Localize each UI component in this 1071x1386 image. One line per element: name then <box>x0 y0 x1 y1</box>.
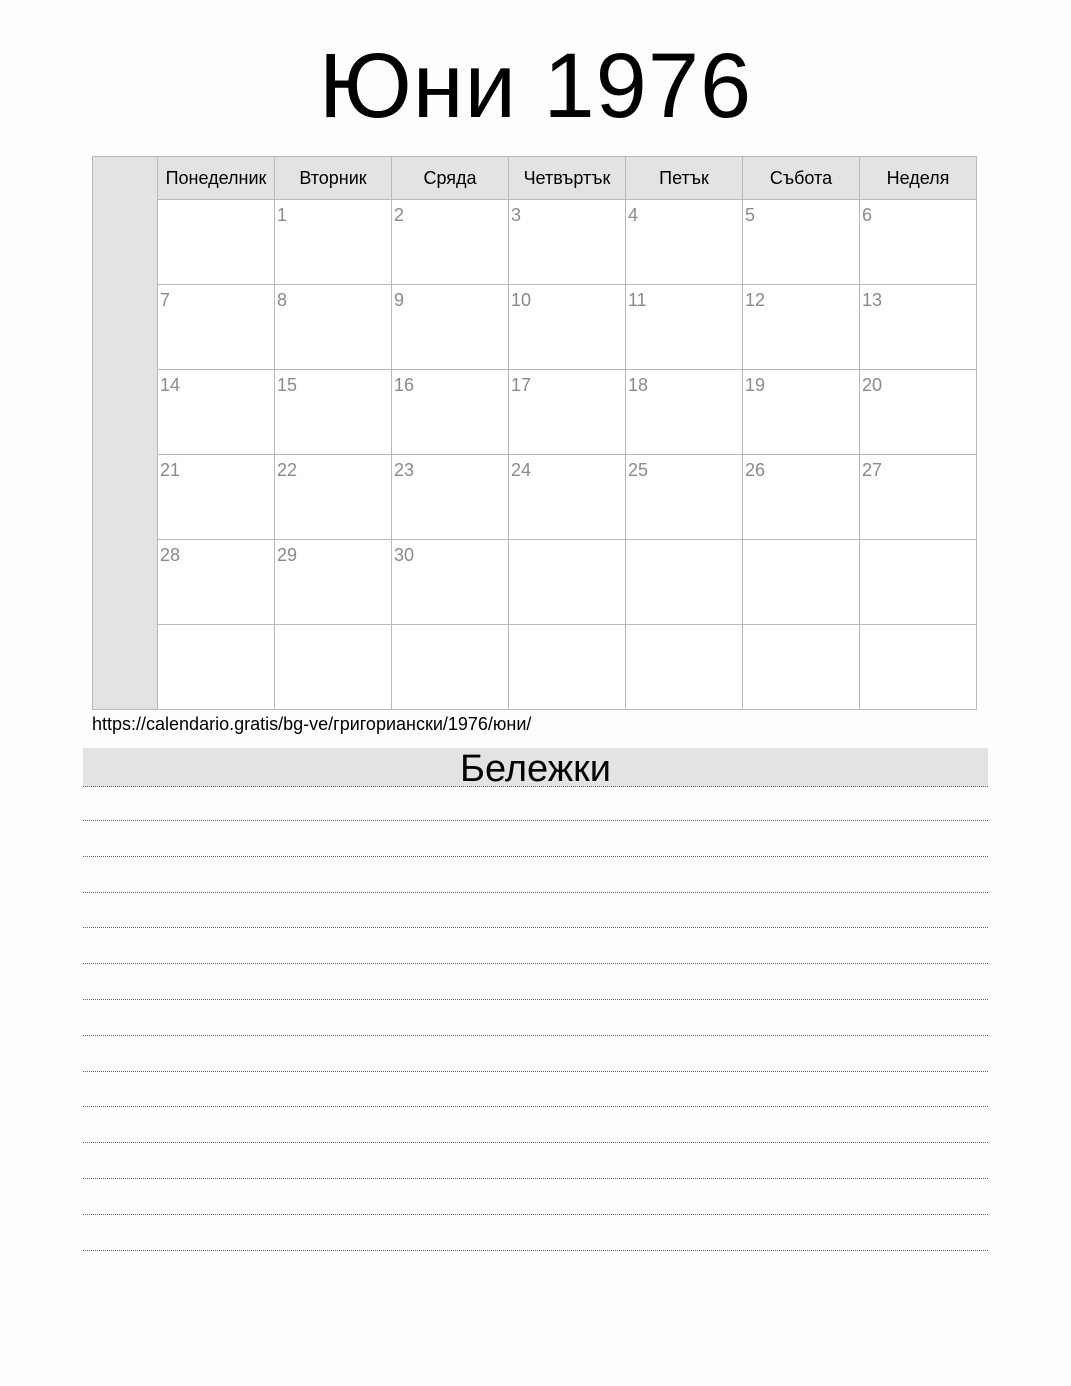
day-cell: 28 <box>158 540 275 624</box>
day-cell: 30 <box>392 540 509 624</box>
week-row <box>158 285 976 370</box>
note-line[interactable] <box>83 1000 988 1036</box>
week-row <box>158 455 976 540</box>
note-line[interactable] <box>83 1107 988 1143</box>
note-line[interactable] <box>83 1179 988 1215</box>
day-cell: 12 <box>743 285 860 369</box>
page-title: Юни 1976 <box>318 35 753 137</box>
note-line[interactable] <box>83 821 988 857</box>
day-cell: 4 <box>626 200 743 284</box>
day-cell <box>509 625 626 709</box>
day-cell <box>626 625 743 709</box>
day-cell <box>743 625 860 709</box>
note-line[interactable] <box>83 1215 988 1251</box>
day-cell: 18 <box>626 370 743 454</box>
day-cell <box>158 200 275 284</box>
weekday-header: Сряда <box>392 157 509 199</box>
note-line[interactable] <box>83 786 988 821</box>
note-line[interactable] <box>83 928 988 964</box>
day-cell: 14 <box>158 370 275 454</box>
day-cell: 24 <box>509 455 626 539</box>
weekday-header: Четвъртък <box>509 157 626 199</box>
day-cell: 1 <box>275 200 392 284</box>
week-row <box>158 540 976 625</box>
day-cell: 2 <box>392 200 509 284</box>
day-cell <box>509 540 626 624</box>
day-cell: 11 <box>626 285 743 369</box>
calendar-grid <box>92 156 977 710</box>
day-cell <box>275 625 392 709</box>
day-cell <box>392 625 509 709</box>
day-cell: 23 <box>392 455 509 539</box>
weekday-header: Събота <box>743 157 860 199</box>
day-cell: 7 <box>158 285 275 369</box>
week-rows <box>158 200 976 709</box>
day-cell: 21 <box>158 455 275 539</box>
source-link[interactable]: https://calendario.gratis/bg-ve/григориански/1976/юни/ <box>92 714 532 734</box>
day-cell <box>860 540 976 624</box>
notes-lines <box>83 786 988 1251</box>
day-cell: 29 <box>275 540 392 624</box>
weekday-header: Петък <box>626 157 743 199</box>
day-cell: 22 <box>275 455 392 539</box>
day-cell: 3 <box>509 200 626 284</box>
note-line[interactable] <box>83 1072 988 1108</box>
day-cell: 9 <box>392 285 509 369</box>
weekday-header: Понеделник <box>158 157 275 199</box>
week-number-column <box>93 157 158 709</box>
note-line[interactable] <box>83 857 988 893</box>
day-cell: 19 <box>743 370 860 454</box>
day-cell: 15 <box>275 370 392 454</box>
day-cell: 8 <box>275 285 392 369</box>
day-cell: 26 <box>743 455 860 539</box>
day-cell: 6 <box>862 205 873 225</box>
week-row <box>158 200 976 285</box>
day-cell: 10 <box>509 285 626 369</box>
day-cell: 16 <box>392 370 509 454</box>
note-line[interactable] <box>83 964 988 1000</box>
weekday-header: Неделя <box>886 168 950 188</box>
day-cell: 5 <box>743 200 860 284</box>
day-cell: 17 <box>509 370 626 454</box>
weekday-header: Вторник <box>275 157 392 199</box>
note-line[interactable] <box>83 1143 988 1179</box>
week-row <box>158 625 976 709</box>
day-cell: 13 <box>862 290 883 310</box>
note-line[interactable] <box>83 1036 988 1072</box>
calendar-body <box>158 157 976 709</box>
day-cell <box>626 540 743 624</box>
day-cell: 25 <box>626 455 743 539</box>
weekday-header-row <box>158 157 976 200</box>
note-line[interactable] <box>83 893 988 929</box>
week-row <box>158 370 976 455</box>
notes-title: Бележки <box>83 748 988 787</box>
day-cell <box>158 625 275 709</box>
day-cell: 20 <box>862 375 883 395</box>
day-cell <box>743 540 860 624</box>
day-cell: 27 <box>862 460 883 480</box>
day-cell <box>860 625 976 709</box>
